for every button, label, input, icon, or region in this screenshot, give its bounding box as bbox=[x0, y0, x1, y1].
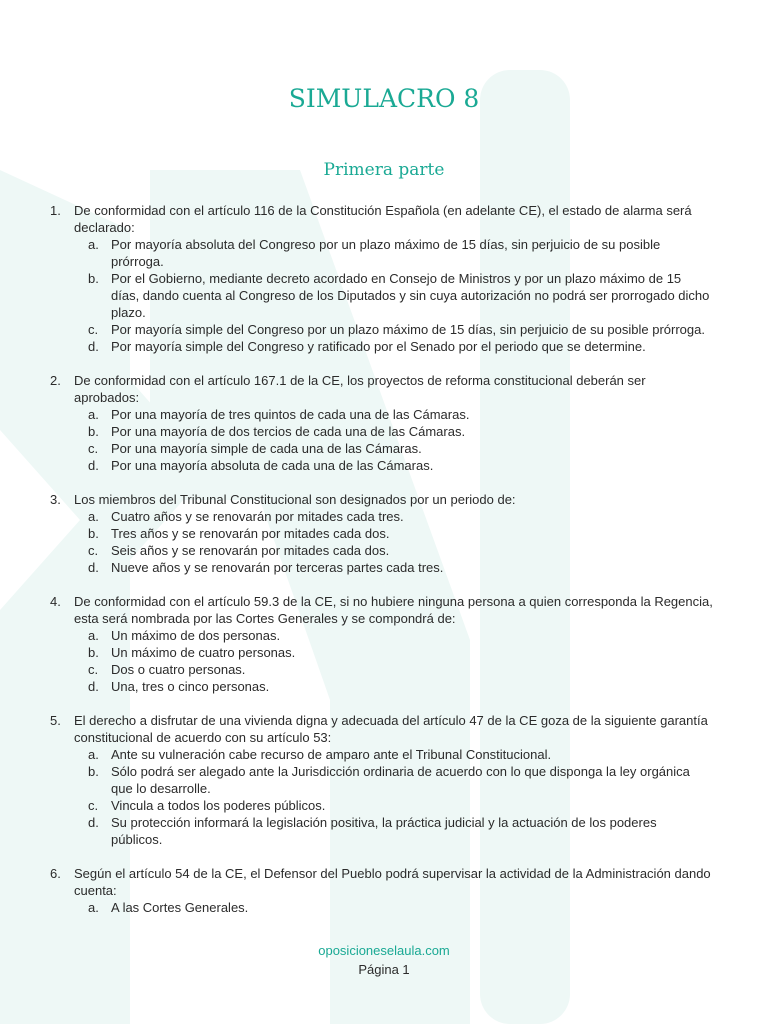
option-item bbox=[0, 627, 768, 644]
question-text: El derecho a disfrutar de una vivienda digna y adecuada del artículo 47 de la CE goza de la siguiente garantía constitucional de acuerdo con su artículo 53: bbox=[74, 713, 708, 745]
option-letter: b. bbox=[88, 271, 99, 286]
option-text: Sólo podrá ser alegado ante la Jurisdicción ordinaria de acuerdo con lo que disponga la ley orgánica que lo desarrolle. bbox=[111, 764, 690, 796]
option-text: Nueve años y se renovarán por terceras partes cada tres. bbox=[111, 560, 444, 575]
option-item bbox=[0, 678, 768, 695]
option-text: Por mayoría absoluta del Congreso por un plazo máximo de 15 días, sin perjuicio de su posible prórroga. bbox=[111, 237, 661, 269]
option-item bbox=[0, 763, 768, 797]
option-text: Ante su vulneración cabe recurso de amparo ante el Tribunal Constitucional. bbox=[111, 747, 552, 762]
question-text: De conformidad con el artículo 167.1 de la CE, los proyectos de reforma constitucional deberán ser aprobados: bbox=[74, 373, 646, 405]
option-item bbox=[0, 406, 768, 423]
option-letter: c. bbox=[88, 662, 99, 677]
option-letter: b. bbox=[88, 526, 99, 541]
option-letter: d. bbox=[88, 560, 99, 575]
option-item bbox=[0, 525, 768, 542]
option-item bbox=[0, 899, 768, 916]
page-number: Página 1 bbox=[358, 962, 410, 977]
option-text: Dos o cuatro personas. bbox=[111, 662, 246, 677]
option-text: A las Cortes Generales. bbox=[111, 900, 249, 915]
question-list bbox=[0, 202, 768, 933]
option-item bbox=[0, 559, 768, 576]
option-text: Por una mayoría de dos tercios de cada una de las Cámaras. bbox=[111, 424, 466, 439]
question-number: 3. bbox=[50, 492, 61, 507]
option-text: Un máximo de cuatro personas. bbox=[111, 645, 296, 660]
option-item bbox=[0, 440, 768, 457]
option-text: Por una mayoría de tres quintos de cada una de las Cámaras. bbox=[111, 407, 470, 422]
option-list bbox=[0, 746, 768, 848]
option-letter: a. bbox=[88, 237, 99, 252]
option-letter: c. bbox=[88, 441, 99, 456]
option-text: Seis años y se renovarán por mitades cada dos. bbox=[111, 543, 390, 558]
option-letter: d. bbox=[88, 679, 99, 694]
option-text: Una, tres o cinco personas. bbox=[111, 679, 270, 694]
option-text: Por mayoría simple del Congreso por un plazo máximo de 15 días, sin perjuicio de su posible prórroga. bbox=[111, 322, 705, 337]
question-number: 5. bbox=[50, 713, 61, 728]
option-list bbox=[0, 627, 768, 695]
option-item bbox=[0, 321, 768, 338]
option-text: Por el Gobierno, mediante decreto acordado en Consejo de Ministros y por un plazo máximo de 15 días, dando cuenta al Congreso de los Diputados y sin cuya autorización no podrá ser prorrogado dicho plazo. bbox=[111, 271, 710, 320]
option-item bbox=[0, 746, 768, 763]
option-text: Vincula a todos los poderes públicos. bbox=[111, 798, 326, 813]
question-number: 1. bbox=[50, 203, 61, 218]
option-letter: a. bbox=[88, 407, 99, 422]
option-letter: d. bbox=[88, 339, 99, 354]
option-text: Por una mayoría absoluta de cada una de las Cámaras. bbox=[111, 458, 434, 473]
question-text: Según el artículo 54 de la CE, el Defensor del Pueblo podrá supervisar la actividad de la Administración dando cuenta: bbox=[74, 866, 711, 898]
option-letter: c. bbox=[88, 543, 99, 558]
question-text: De conformidad con el artículo 59.3 de la CE, si no hubiere ninguna persona a quien corresponda la Regencia, esta será nombrada por las Cortes Generales y se compondrá de: bbox=[74, 594, 713, 626]
question-text: Los miembros del Tribunal Constitucional son designados por un periodo de: bbox=[74, 492, 516, 507]
option-letter: d. bbox=[88, 458, 99, 473]
question bbox=[0, 712, 768, 848]
option-item bbox=[0, 423, 768, 440]
question bbox=[0, 202, 768, 355]
option-list bbox=[0, 508, 768, 576]
option-list bbox=[0, 236, 768, 355]
option-letter: b. bbox=[88, 764, 99, 779]
option-text: Un máximo de dos personas. bbox=[111, 628, 281, 643]
option-text: Tres años y se renovarán por mitades cada dos. bbox=[111, 526, 390, 541]
question bbox=[0, 865, 768, 916]
option-text: Por mayoría simple del Congreso y ratificado por el Senado por el periodo que se determine. bbox=[111, 339, 646, 354]
option-item bbox=[0, 236, 768, 270]
page-title: SIMULACRO 8 bbox=[288, 84, 480, 113]
option-item bbox=[0, 457, 768, 474]
option-list bbox=[0, 899, 768, 916]
question-number: 2. bbox=[50, 373, 61, 388]
option-item bbox=[0, 542, 768, 559]
option-item bbox=[0, 338, 768, 355]
section-title: Primera parte bbox=[323, 160, 445, 180]
question-text: De conformidad con el artículo 116 de la Constitución Española (en adelante CE), el estado de alarma será declarado: bbox=[74, 203, 692, 235]
question-number: 4. bbox=[50, 594, 61, 609]
option-item bbox=[0, 644, 768, 661]
option-item bbox=[0, 270, 768, 321]
option-item bbox=[0, 797, 768, 814]
question bbox=[0, 593, 768, 695]
option-letter: a. bbox=[88, 747, 99, 762]
option-letter: d. bbox=[88, 815, 99, 830]
option-letter: b. bbox=[88, 645, 99, 660]
option-text: Por una mayoría simple de cada una de las Cámaras. bbox=[111, 441, 422, 456]
option-letter: a. bbox=[88, 509, 99, 524]
option-item bbox=[0, 814, 768, 848]
option-text: Su protección informará la legislación positiva, la práctica judicial y la actuación de los poderes públicos. bbox=[111, 815, 657, 847]
option-item bbox=[0, 508, 768, 525]
option-letter: a. bbox=[88, 628, 99, 643]
option-letter: c. bbox=[88, 322, 99, 337]
option-item bbox=[0, 661, 768, 678]
question bbox=[0, 372, 768, 474]
option-letter: c. bbox=[88, 798, 99, 813]
option-text: Cuatro años y se renovarán por mitades cada tres. bbox=[111, 509, 404, 524]
question-number: 6. bbox=[50, 866, 61, 881]
footer-website-link[interactable]: oposicioneselaula.com bbox=[318, 943, 450, 958]
question bbox=[0, 491, 768, 576]
option-letter: a. bbox=[88, 900, 99, 915]
option-list bbox=[0, 406, 768, 474]
option-letter: b. bbox=[88, 424, 99, 439]
